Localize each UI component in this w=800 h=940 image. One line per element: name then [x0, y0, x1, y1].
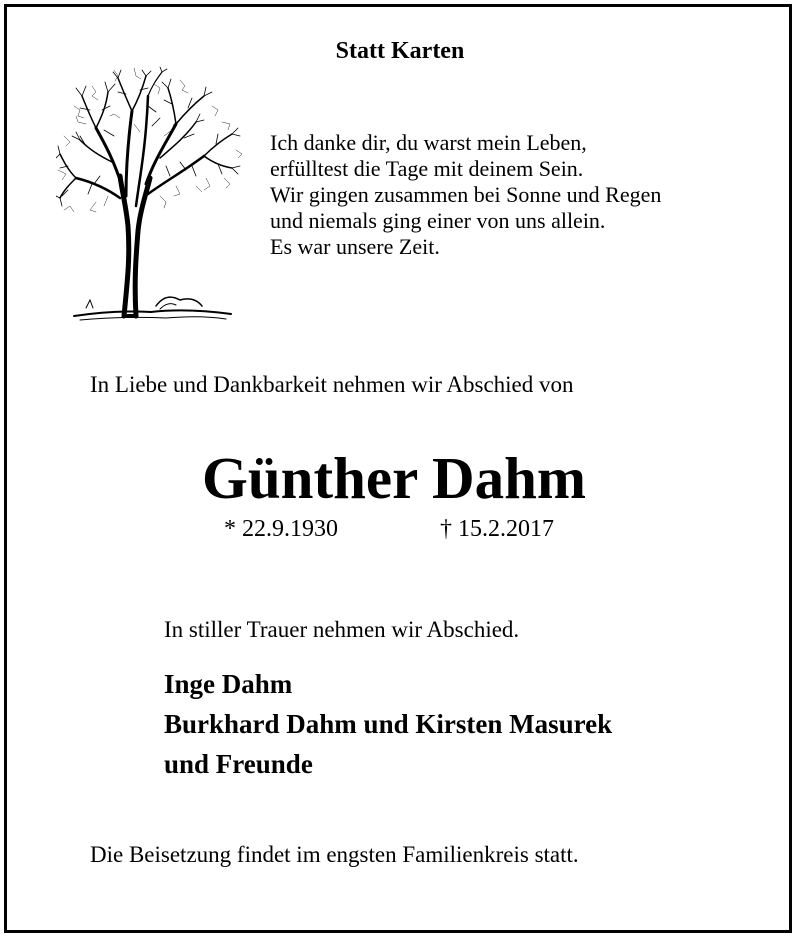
- family-member: Inge Dahm: [164, 669, 293, 699]
- family-list: [164, 664, 612, 784]
- poem-line: Es war unsere Zeit.: [270, 234, 440, 259]
- deceased-name: Günther Dahm: [201, 445, 587, 511]
- birth-date: * 22.9.1930: [224, 516, 338, 542]
- family-member: Burkhard Dahm und Kirsten Masurek: [164, 709, 613, 739]
- death-date: † 15.2.2017: [440, 516, 554, 542]
- poem-line: erfülltest die Tage mit deinem Sein.: [270, 156, 584, 181]
- funeral-note: Die Beisetzung findet im engsten Familienkreis statt.: [90, 842, 579, 867]
- poem-line: und niemals ging einer von uns allein.: [270, 208, 606, 233]
- intro-text: In Liebe und Dankbarkeit nehmen wir Abschied von: [90, 372, 574, 397]
- poem-line: Wir gingen zusammen bei Sonne und Regen: [270, 182, 662, 207]
- poem: [270, 130, 770, 260]
- mourning-text: In stiller Trauer nehmen wir Abschied.: [164, 617, 520, 642]
- family-member: und Freunde: [164, 749, 313, 779]
- tree-illustration-icon: [56, 66, 246, 324]
- poem-line: Ich danke dir, du warst mein Leben,: [270, 130, 587, 155]
- notice-header: Statt Karten: [335, 38, 465, 64]
